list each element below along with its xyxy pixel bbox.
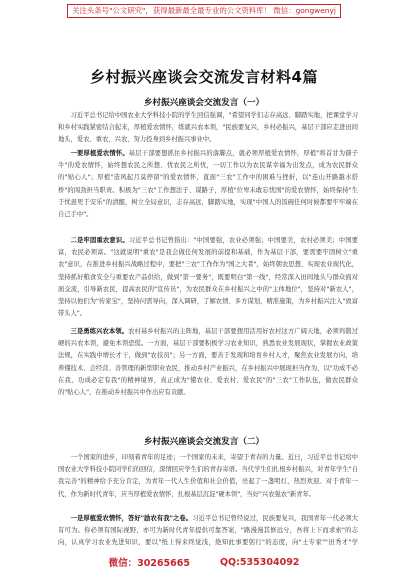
paragraph-lead: 一要厚植爱农情怀。 [70,150,129,157]
paragraph-text: 基层干部要想抓住乡村振兴的落脚点，就必须厚植爱农情怀，厚植"将首甘为孺子牛"的爱农情怀，始终想农民之所想、忧农民之所忧，一切工作以为农民谋幸福为出发点，成为农民群众的"贴心人"；厚植"造风起月莫停留"的爱农情怀，直面"三农"工作中的困难与挫折，以"连山开路越水搭桥"的闯劲担当职责。积极为"三农"工作想法子、谋路子，厚植"位卑未敢忘忧国"的爱农情怀，始终保持"生于忧患死于安乐"的清醒，树立全局意识，志存高远，脚踏实地，实现"中国人的饭碗任何时候都要牢牢端在自己手中"。 [58,150,358,219]
paragraph-1-2 [58,148,358,233]
paragraph-2-1 [58,452,358,513]
paragraph-1-4 [58,326,358,423]
section-heading-1: 乡村振兴座谈会交流发言（一） [143,98,265,108]
paragraph-text: 习近平总书记曾经说过，民族要复兴，我国青年一代必须大有可为。你必须有国际视野，亦可为新时代青年提供可靠答案，"路漫漫其修远兮，吾将上下而求索"的志向，认真学习农业先进知识，要以"纸上得来终觉浅，绝知此事要躬行"的态度，向"土专家""田秀才"学 [58,515,358,547]
paragraph-text: 习近平总书记给中国农业大学科技小院的学生回信强调，"希望同学们志存高远、脚踏实地，把课堂学习和乡村实践紧密结合起来，厚植爱农情怀，练就兴农本领，"民族要复兴，乡村必振兴，基层干部应走进田间地头，爱农、重农、兴农，努力投身到乡村振兴事业中。 [58,112,358,144]
paragraph-text: 习近平总书记曾指出："中国要强，农业必须强；中国要美，农村必须美；中国要富，农民必须富。"这就说明"重农"是我会做任何发展的前提和基础，作为基层干部，要需要牢固树立"重农"意识，在推进乡村振兴战略过程中，要把"三农"工作作为"国之大者"，始终朝农思想、实现农业现代化，坚持抓好粮食安全与重要农产品供给，做到"第一要务"，既要明白"第一线"，经常深入田间地头与群众面对面交流，引导新农民，提高农民的"宣传员"，为农民群众在乡村振兴之中的"主体地位"，坚持对"新农人"，坚持以他们为"传家宝"，坚持问需导向，深入调研，了解农情、多方谋划，精准施策，为乡村振兴注入"致富带头人"。 [58,237,358,318]
paragraph-lead: 一是厚植爱农情怀，答好"励农有我"之卷。 [70,515,193,522]
paragraph-lead: 三是勇练兴农本领。 [70,328,129,335]
paragraph-text: 一个国家的进步，印刻着青年的足迹；一个国家的未来，寄望于青春的力量。近日，习近平总书记给中国农业大学科技小院同学们的回信，深情回应学生们的青春寄语。当代学生们扎根乡村振兴，对青年学生"自我完善"的精神给予充分肯定，为青年一代人生价值和社会价值，亮起了一盏明灯，热烈欢迎。对于青年一代，作为新时代青年，应当厚植爱农情怀，扎根基层沉淀"硬本领"，当好"兴农强农"新青年。 [58,454,358,498]
document-title: 乡村振兴座谈会交流发言材料4篇 [90,68,318,86]
paragraph-1-3 [58,235,358,320]
qq-contact: QQ:535304092 [219,556,300,568]
promo-banner [0,0,408,22]
paragraph-text: 农村基乡村振兴的主阵地，基层干部要想用活用好农村这方广阔天地，必须鸡锻过硬的兴农本领，避免本领恐慌。一方面，基层干部要积极学习农业知识，熟悉农业发展现状，掌握农业政策法规，在实践中增长才干，做到"农技员"；另一方面，要善于发现和培育乡村人才，聚焦农业发展方向，培养懂技术、会经营、善管理的新型职业农民，推动乡村产业振兴，在乡村振兴中展现担当作为，以"功成不必在我、功成必定有我"的精神境界，真正成为"懂农业、爱农村、爱农民"的"三农"工作队伍，做农民群众的"贴心人"，在推动乡村振兴中作出应有贡献。 [58,328,358,397]
wechat-contact: 微信：30265665 [108,558,190,569]
paragraph-lead: 二是牢固重农意识。 [70,237,129,244]
paragraph-1-1 [58,110,358,146]
paragraph-2-2 [58,513,358,550]
section-heading-2: 乡村振兴座谈会交流发言（二） [143,437,265,447]
promo-banner-text: 关注头条号"公文研究"，获得最新最全最专业的公文资料库！ 微信：gongwenyj [67,4,341,18]
contact-footer [0,551,408,573]
